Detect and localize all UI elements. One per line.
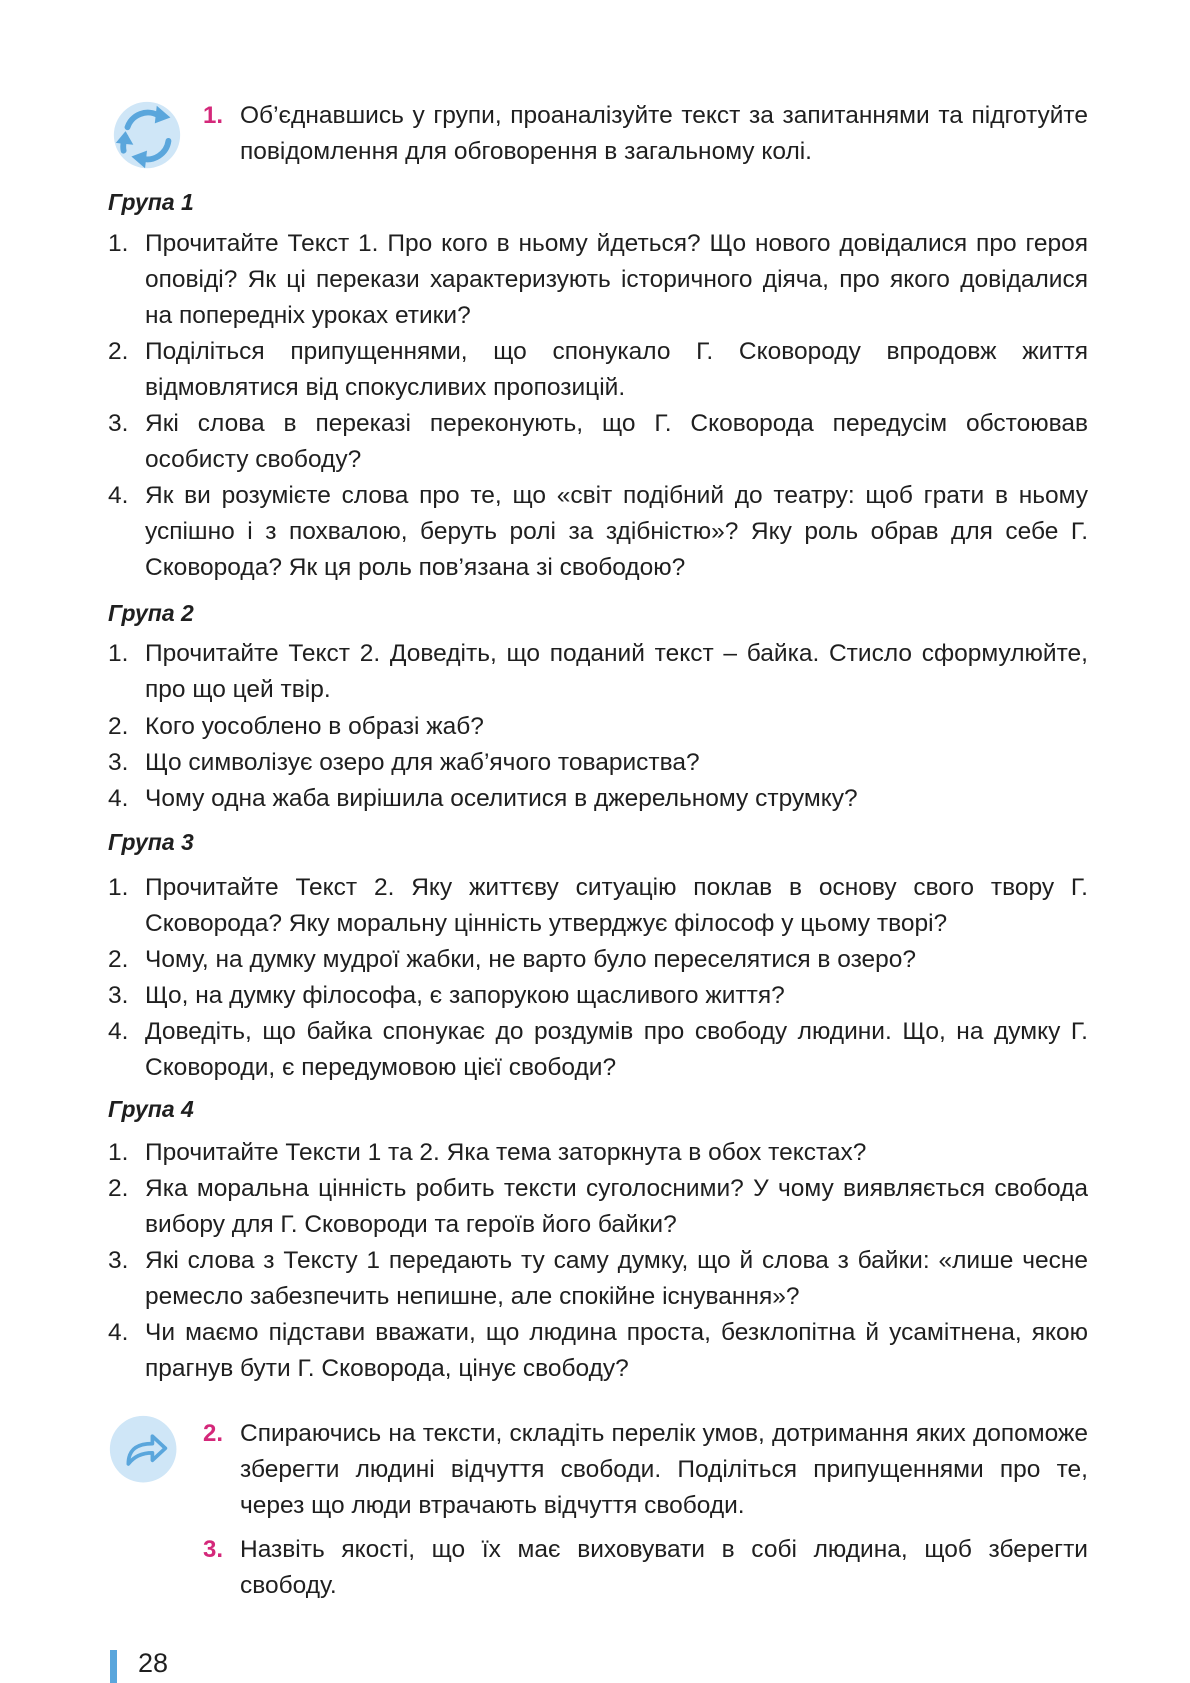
arrow-forward-icon xyxy=(108,1414,182,1488)
item-number: 2. xyxy=(108,1175,129,1202)
group-title: Група 2 xyxy=(108,600,194,626)
list-item xyxy=(108,226,1088,334)
task-1 xyxy=(108,98,1088,178)
item-number: 2. xyxy=(108,713,129,740)
item-text: Кого уособлено в образі жаб? xyxy=(145,713,484,740)
task-3 xyxy=(108,1532,1088,1604)
item-text: Що символізує озеро для жаб’ячого товариства? xyxy=(145,749,700,776)
task-number: 3. xyxy=(203,1536,224,1563)
item-number: 3. xyxy=(108,1247,129,1274)
list-item xyxy=(108,1135,1088,1171)
item-text: Як ви розумієте слова про те, що «світ подібний до театру: щоб грати в ньому успішно і з похвалою, беруть ролі за здібністю»? Яку роль обрав для себе Г. Сковорода? Як ця роль пов’язана зі свободою? xyxy=(145,482,1088,581)
list-item xyxy=(108,478,1088,586)
item-number: 4. xyxy=(108,785,129,812)
item-text: Чому одна жаба вирішила оселитися в джерельному струмку? xyxy=(145,785,858,812)
item-text: Що, на думку філософа, є запорукою щасливого життя? xyxy=(145,982,785,1009)
item-text: Прочитайте Тексти 1 та 2. Яка тема заторкнута в обох текстах? xyxy=(145,1139,867,1166)
item-number: 1. xyxy=(108,640,129,667)
list-item xyxy=(108,334,1088,406)
group-work-icon xyxy=(108,98,186,176)
list-item xyxy=(108,1171,1088,1243)
group-title: Група 4 xyxy=(108,1096,194,1122)
item-text: Які слова в переказі переконують, що Г. Сковорода передусім обстоював особисту свободу? xyxy=(145,410,1088,473)
list-item xyxy=(108,978,1088,1014)
item-text: Прочитайте Текст 1. Про кого в ньому йдеться? Що нового довідалися про героя оповіді? Як ці перекази характеризують історичного діяча, про якого довідалися на попередніх уроках етики? xyxy=(145,230,1088,329)
list-item xyxy=(108,1315,1088,1387)
task-text: Об’єднавшись у групи, проаналізуйте текст за запитаннями та підготуйте повідомлення для обговорення в загальному колі. xyxy=(240,102,1088,165)
item-number: 3. xyxy=(108,749,129,776)
list-item xyxy=(108,406,1088,478)
list-item xyxy=(108,1243,1088,1315)
list-item xyxy=(108,709,1088,745)
group-title: Група 1 xyxy=(108,189,194,215)
list-item xyxy=(108,745,1088,781)
list-item xyxy=(108,636,1088,708)
list-item xyxy=(108,942,1088,978)
task-text: Назвіть якості, що їх має виховувати в собі людина, щоб зберегти свободу. xyxy=(240,1536,1088,1599)
group-title: Група 3 xyxy=(108,829,194,855)
item-number: 1. xyxy=(108,1139,129,1166)
item-text: Прочитайте Текст 2. Доведіть, що поданий текст – байка. Стисло сформулюйте, про що цей твір. xyxy=(145,640,1088,703)
page-number: 28 xyxy=(138,1648,169,1678)
item-number: 4. xyxy=(108,1018,129,1045)
list-item xyxy=(108,1014,1088,1086)
task-number: 1. xyxy=(203,102,224,129)
task-number: 2. xyxy=(203,1420,224,1447)
list-item xyxy=(108,870,1088,942)
item-number: 2. xyxy=(108,338,129,365)
item-number: 1. xyxy=(108,874,129,901)
item-text: Доведіть, що байка спонукає до роздумів про свободу людини. Що, на думку Г. Сковороди, є передумовою цієї свободи? xyxy=(145,1018,1088,1081)
task-text: Спираючись на тексти, складіть перелік умов, дотримання яких допоможе зберегти людині відчуття свободи. Поділіться припущеннями про те, через що люди втрачають відчуття свободи. xyxy=(240,1420,1088,1519)
item-number: 4. xyxy=(108,482,129,509)
item-text: Чи маємо підстави вважати, що людина проста, безклопітна й усамітнена, якою прагнув бути Г. Сковорода, цінує свободу? xyxy=(145,1319,1088,1382)
item-number: 1. xyxy=(108,230,129,257)
item-number: 3. xyxy=(108,410,129,437)
item-number: 2. xyxy=(108,946,129,973)
item-text: Поділіться припущеннями, що спонукало Г. Сковороду впродовж життя відмовлятися від спокусливих пропозицій. xyxy=(145,338,1088,401)
item-number: 3. xyxy=(108,982,129,1009)
item-text: Яка моральна цінність робить тексти суголосними? У чому виявляється свобода вибору для Г. Сковороди та героїв його байки? xyxy=(145,1175,1088,1238)
list-item xyxy=(108,781,1088,817)
task-2 xyxy=(108,1414,1088,1524)
item-text: Чому, на думку мудрої жабки, не варто було переселятися в озеро? xyxy=(145,946,917,973)
item-text: Які слова з Тексту 1 передають ту саму думку, що й слова з байки: «лише чесне ремесло забезпечить непишне, але спокійне існування»? xyxy=(145,1247,1088,1310)
item-text: Прочитайте Текст 2. Яку життєву ситуацію поклав в основу свого твору Г. Сковорода? Яку моральну цінність утверджує філософ у цьому творі? xyxy=(145,874,1088,937)
item-number: 4. xyxy=(108,1319,129,1346)
page-marker-bar xyxy=(110,1650,117,1683)
